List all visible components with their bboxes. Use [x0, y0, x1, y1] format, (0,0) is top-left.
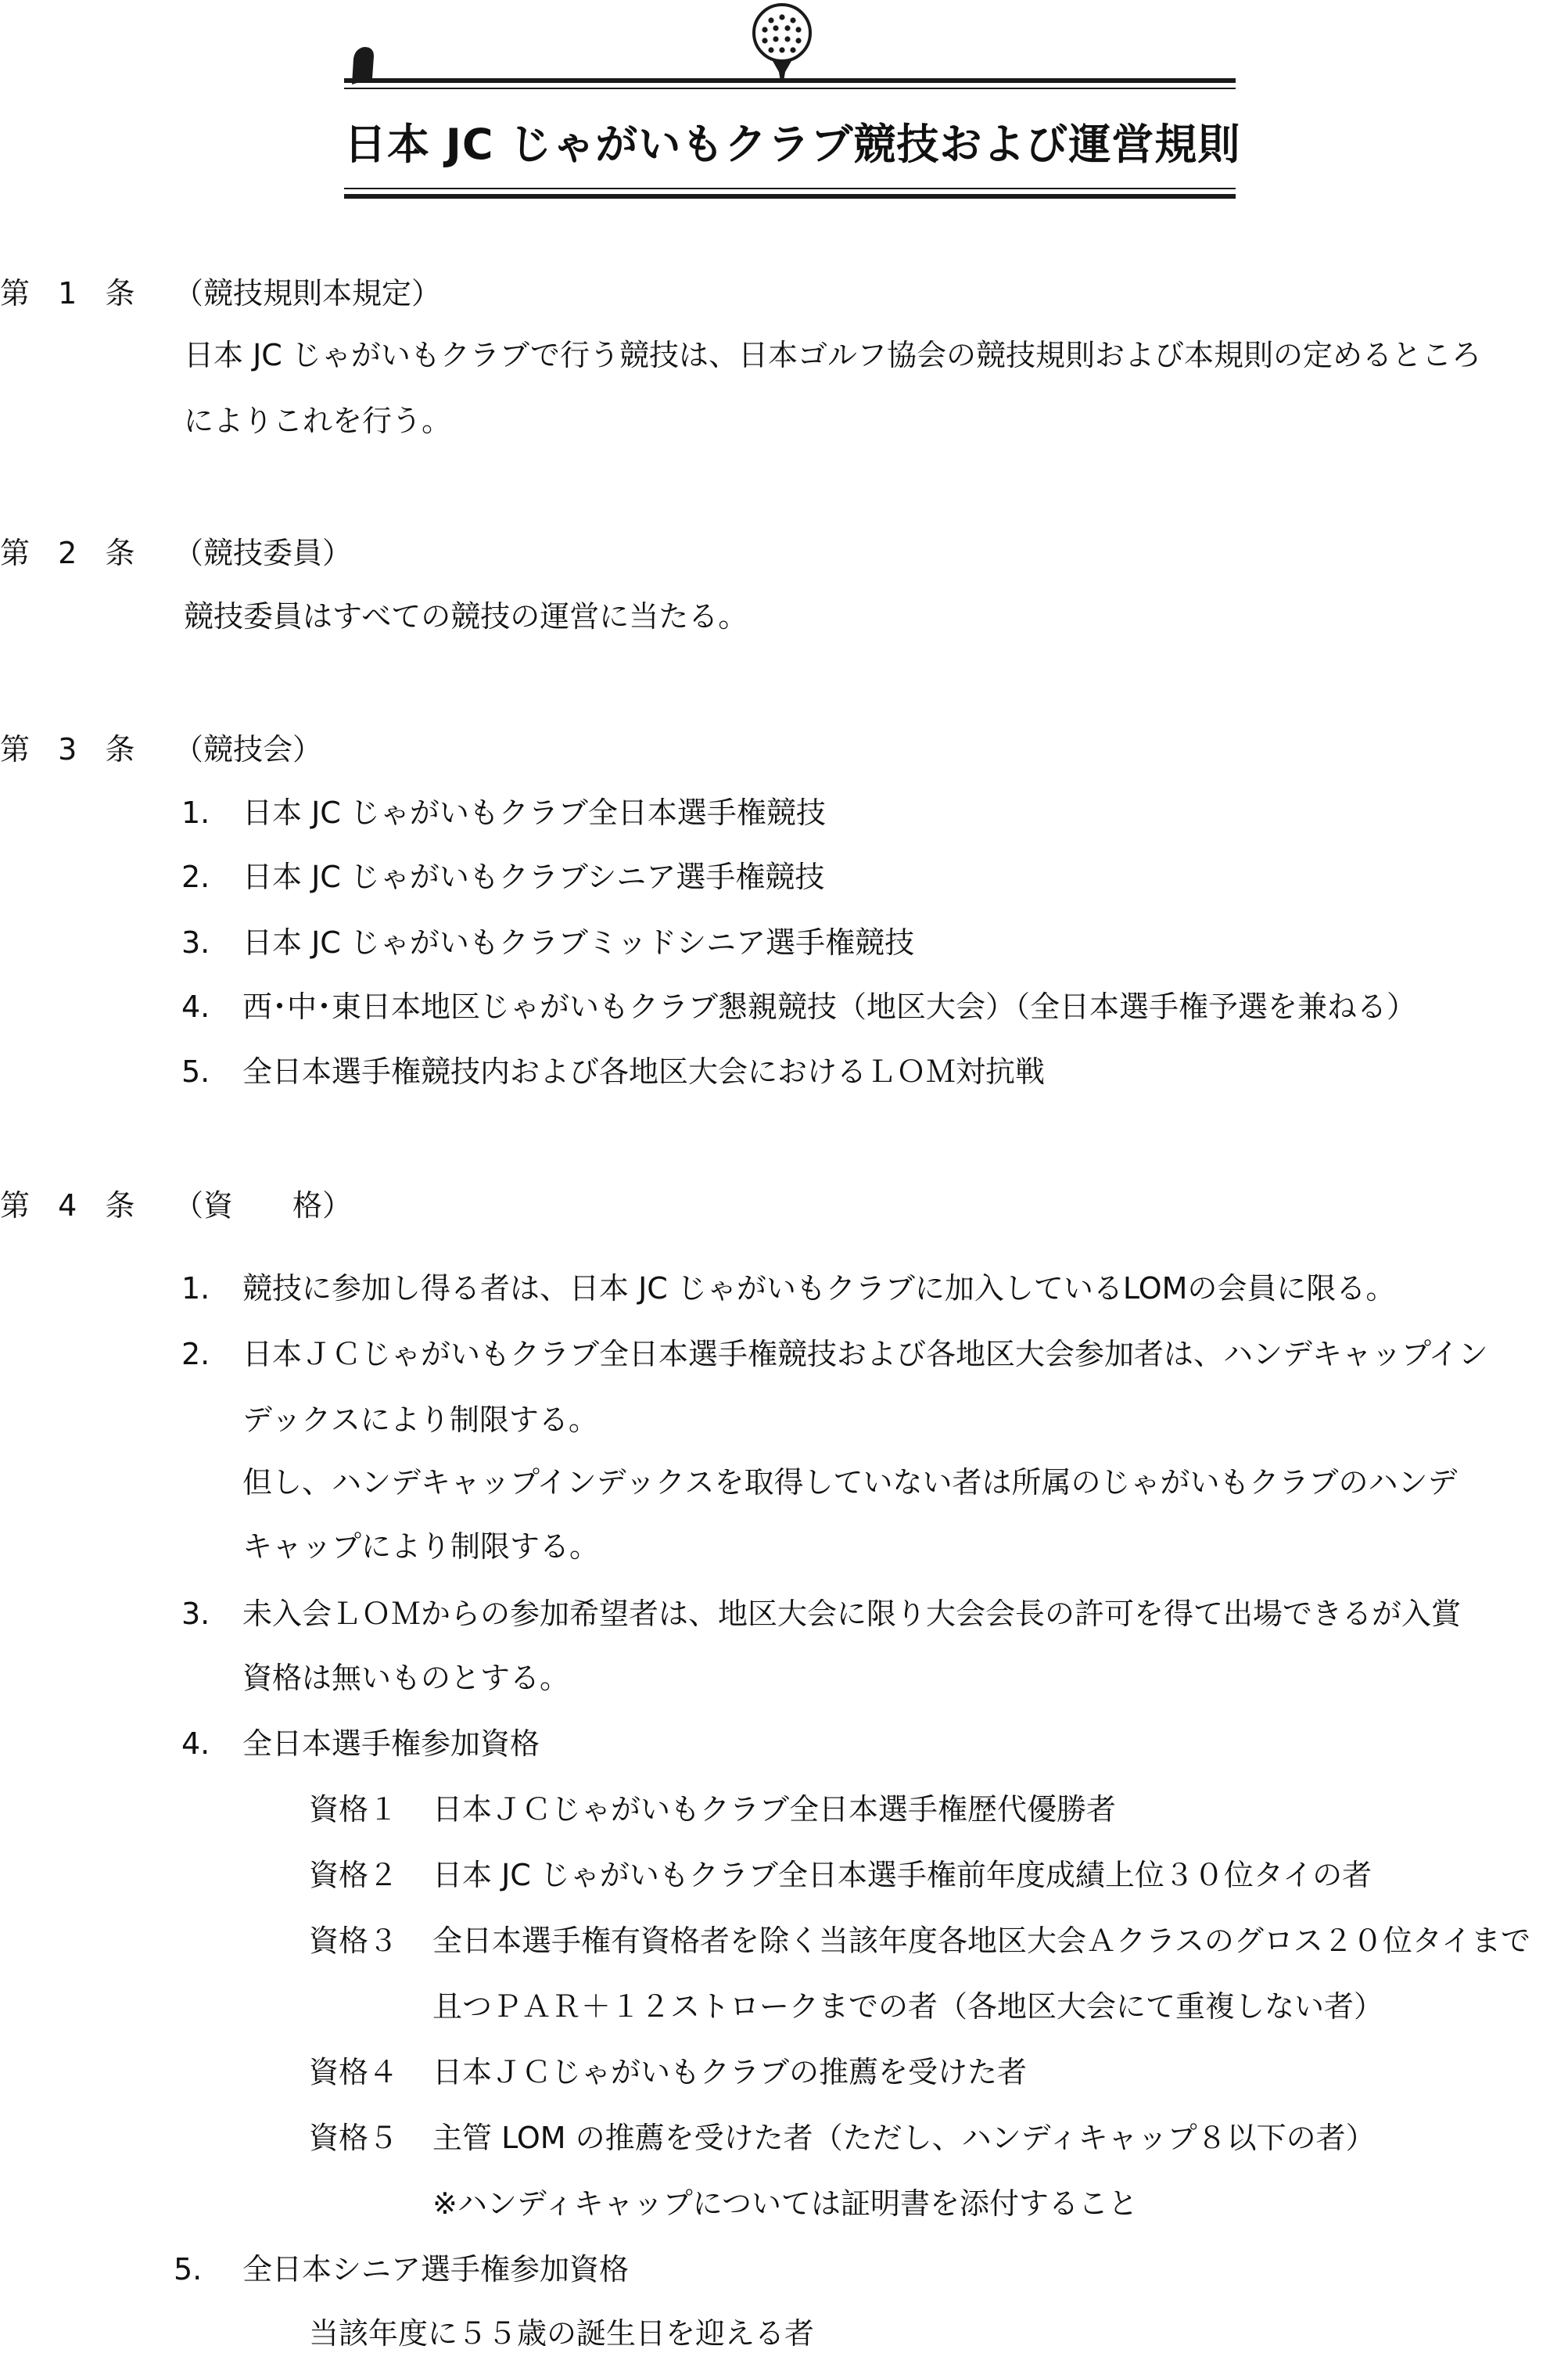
- article-3-item-4-number: 4.: [181, 990, 210, 1024]
- article-4-item-5-number: 5.: [174, 2252, 203, 2287]
- article-1-line-1: 日本 JC じゃがいもクラブで行う競技は、日本ゴルフ協会の競技規則および本規則の定めるところ: [184, 338, 1482, 372]
- article-3-item-3-number: 3.: [181, 925, 210, 960]
- article-2-heading: （競技委員）: [174, 536, 353, 570]
- article-2-label: 第 2 条: [0, 536, 145, 570]
- qualification-3-line-1: 全日本選手権有資格者を除く当該年度各地区大会Ａクラスのグロス２０位タイまで: [432, 1924, 1531, 1958]
- qualification-5-line-2: ※ハンディキャップについては証明書を添付すること: [432, 2186, 1139, 2221]
- article-4-item-2-number: 2.: [181, 1337, 210, 1371]
- qualification-2-label: 資格２: [309, 1858, 399, 1892]
- article-4-item-5-sub: 当該年度に５５歳の誕生日を迎える者: [309, 2316, 815, 2351]
- article-3-item-2-text: 日本 JC じゃがいもクラブシニア選手権競技: [242, 860, 825, 894]
- article-4-item-2-line-3: 但し、ハンデキャップインデックスを取得していない者は所属のじゃがいもクラブのハンデ: [242, 1465, 1458, 1500]
- article-1-line-2: によりこれを行う。: [184, 404, 452, 438]
- article-4-item-4-number: 4.: [181, 1726, 210, 1761]
- qualification-4-label: 資格４: [309, 2055, 399, 2089]
- qualification-3-line-2: 且つＰＡＲ＋１２ストロークまでの者（各地区大会にて重複しない者）: [432, 1989, 1384, 2024]
- qualification-3-label: 資格３: [309, 1924, 399, 1958]
- article-4-label: 第 4 条: [0, 1188, 145, 1223]
- article-4-item-1-line-1: 競技に参加し得る者は、日本 JC じゃがいもクラブに加入しているLOMの会員に限る。: [242, 1271, 1396, 1306]
- article-4-item-5-text: 全日本シニア選手権参加資格: [242, 2252, 630, 2287]
- article-2-line-1: 競技委員はすべての競技の運営に当たる。: [184, 599, 748, 634]
- article-3-item-5-number: 5.: [181, 1054, 210, 1089]
- qualification-5-line-1: 主管 LOM の推薦を受けた者（ただし、ハンディキャップ８以下の者）: [432, 2121, 1376, 2155]
- article-1-label: 第 1 条: [0, 276, 145, 311]
- article-3-item-1-number: 1.: [181, 796, 210, 830]
- article-4-item-1-number: 1.: [181, 1271, 210, 1306]
- article-4-item-4-line-1: 全日本選手権参加資格: [242, 1726, 540, 1761]
- qualification-1-line-1: 日本ＪＣじゃがいもクラブ全日本選手権歴代優勝者: [432, 1792, 1117, 1827]
- qualification-1-label: 資格１: [309, 1792, 399, 1827]
- article-4-item-2-line-4: キャップにより制限する。: [242, 1529, 600, 1564]
- article-4-item-3-line-2: 資格は無いものとする。: [242, 1661, 570, 1695]
- qualification-5-label: 資格５: [309, 2121, 399, 2155]
- article-4-item-2-line-1: 日本ＪＣじゃがいもクラブ全日本選手権競技および各地区大会参加者は、ハンデキャップイン: [242, 1337, 1488, 1371]
- header-rule-bottom-thick: [344, 194, 1236, 199]
- article-4-item-3-number: 3.: [181, 1597, 210, 1631]
- article-1-heading: （競技規則本規定）: [174, 276, 442, 311]
- article-3-item-5-text: 全日本選手権競技内および各地区大会におけるＬＯＭ対抗戦: [242, 1054, 1046, 1089]
- article-4-item-3-line-1: 未入会ＬＯＭからの参加希望者は、地区大会に限り大会会長の許可を得て出場できるが入賞: [242, 1597, 1462, 1631]
- article-3-item-4-text: 西･中･東日本地区じゃがいもクラブ懇親競技（地区大会）（全日本選手権予選を兼ねる）: [242, 990, 1417, 1024]
- qualification-4-line-1: 日本ＪＣじゃがいもクラブの推薦を受けた者: [432, 2055, 1028, 2089]
- header-rule-top-thin: [344, 88, 1236, 89]
- article-3-item-1-text: 日本 JC じゃがいもクラブ全日本選手権競技: [242, 796, 826, 830]
- header-rule-bottom-thin: [344, 188, 1236, 189]
- article-4-item-2-line-2: デックスにより制限する。: [242, 1403, 598, 1437]
- header-rule-top-thick: [344, 78, 1236, 83]
- article-3-heading: （競技会）: [174, 732, 323, 767]
- article-4-heading: （資 格）: [174, 1188, 353, 1223]
- document-title: 日本 JC じゃがいもクラブ競技および運営規則: [344, 120, 1241, 169]
- article-3-item-2-number: 2.: [181, 860, 210, 894]
- qualification-2-line-1: 日本 JC じゃがいもクラブ全日本選手権前年度成績上位３０位タイの者: [432, 1858, 1372, 1892]
- article-3-label: 第 3 条: [0, 732, 145, 767]
- article-3-item-3-text: 日本 JC じゃがいもクラブミッドシニア選手権競技: [242, 925, 915, 960]
